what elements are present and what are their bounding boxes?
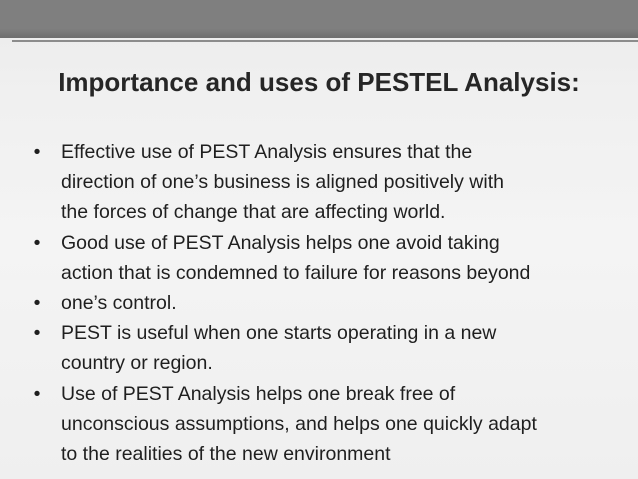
list-item-text: unconscious assumptions, and helps one quickly adapt: [61, 412, 537, 435]
list-item-text: direction of one’s business is aligned positively with: [61, 171, 504, 194]
slide-title: Importance and uses of PESTEL Analysis:: [58, 67, 580, 97]
bullet-icon: •: [33, 231, 41, 254]
list-item-text: action that is condemned to failure for reasons beyond: [61, 261, 531, 284]
bullet-icon: •: [33, 382, 41, 405]
list-item: [30, 379, 630, 409]
bullet-icon: •: [33, 141, 41, 163]
list-item-text: Use of PEST Analysis helps one break free of: [61, 382, 456, 405]
list-item-text: Good use of PEST Analysis helps one avoid taking: [61, 231, 500, 254]
list-item: [30, 288, 630, 318]
list-item: [30, 348, 630, 378]
list-item-text: to the realities of the new environment: [61, 442, 391, 465]
list-item: [30, 409, 630, 439]
list-item: [30, 197, 630, 227]
bullet-list: [30, 137, 630, 469]
list-item: [30, 318, 630, 348]
header-band: [0, 0, 638, 38]
list-item-text: one’s control.: [61, 291, 177, 314]
list-item-text: PEST is useful when one starts operating in a new: [61, 322, 497, 345]
list-item: [30, 167, 630, 197]
header-divider: [12, 40, 638, 42]
list-item: [30, 228, 630, 258]
list-item: [30, 258, 630, 288]
bullet-icon: •: [33, 291, 41, 314]
list-item: [30, 439, 630, 469]
list-item-text: the forces of change that are affecting world.: [61, 201, 446, 224]
bullet-icon: •: [33, 322, 41, 345]
list-item-text: Effective use of PEST Analysis ensures that the: [61, 141, 473, 163]
list-item: [30, 137, 630, 167]
list-item-text: country or region.: [61, 352, 213, 375]
